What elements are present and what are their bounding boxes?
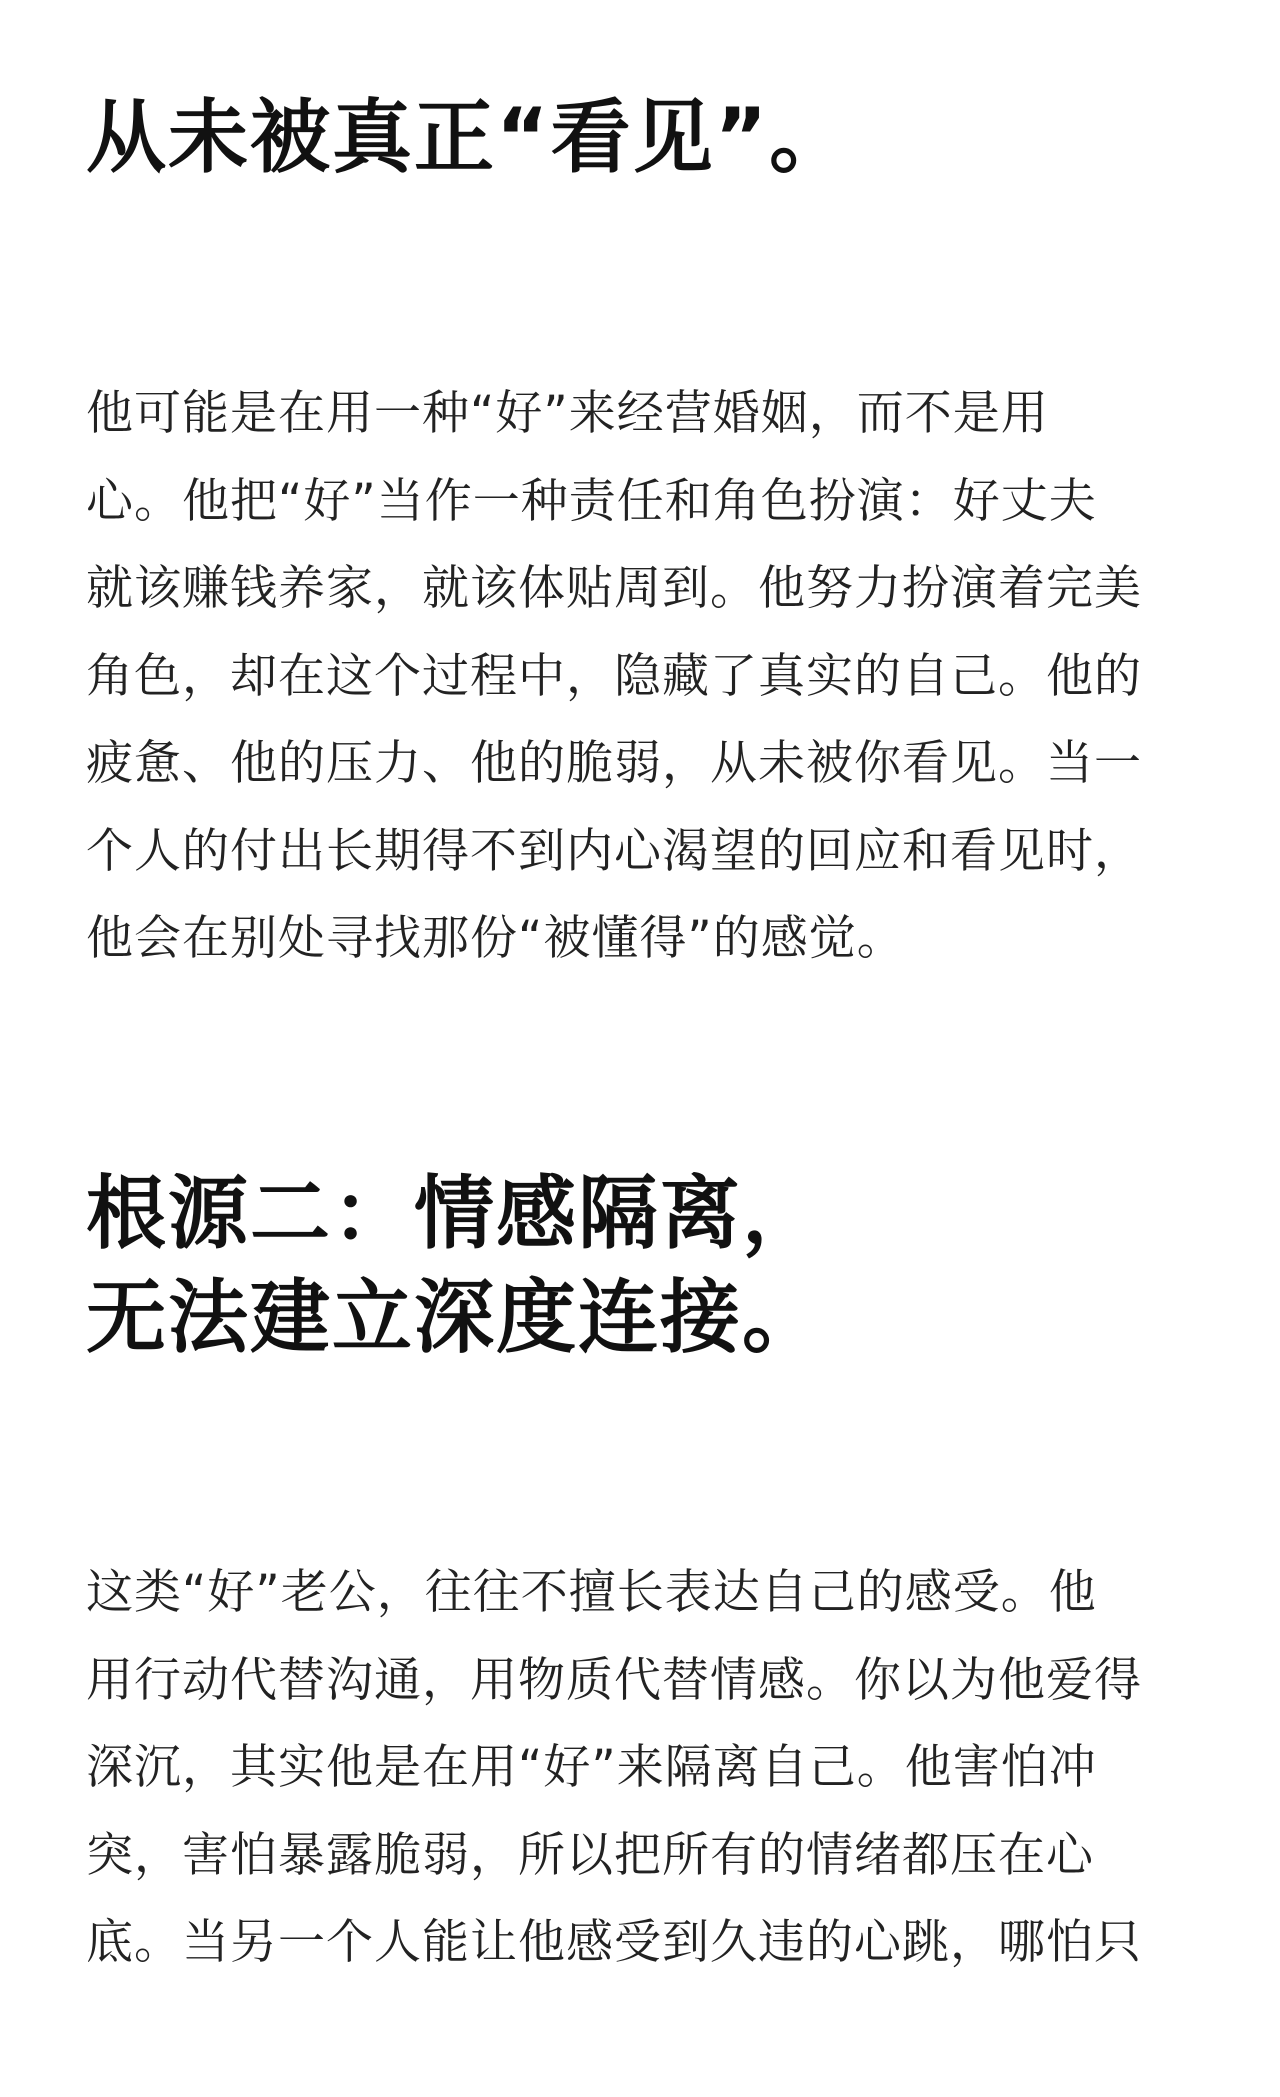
heading-line: 无法建立深度连接。: [86, 1271, 824, 1364]
paragraph-line: 疲惫、他的压力、他的脆弱，从未被你看见。当一: [86, 736, 1142, 791]
paragraph-2: [86, 1549, 1142, 1987]
paragraph-line: 用行动代替沟通，用物质代替情感。你以为他爱得: [86, 1652, 1142, 1708]
paragraph-line: 个人的付出长期得不到内心渴望的回应和看见时，: [86, 823, 1142, 879]
paragraph-line: 他可能是在用一种“好”来经营婚姻，而不是用: [86, 386, 1049, 441]
paragraph-line: 就该赚钱养家，就该体贴周到。他努力扮演着完美: [86, 561, 1142, 616]
paragraph-line: 底。当另一个人能让他感受到久违的心跳，哪怕只: [86, 1915, 1142, 1970]
paragraph-line: 角色，却在这个过程中，隐藏了真实的自己。他的: [86, 648, 1142, 704]
section-heading-2: [86, 1162, 824, 1370]
paragraph-1: [86, 370, 1142, 983]
section-heading-1: [86, 86, 851, 190]
paragraph-line: 心。他把“好”当作一种责任和角色扮演：好丈夫: [86, 473, 1097, 529]
heading-line: 从未被真正“看见”。: [86, 91, 852, 184]
paragraph-line: 他会在别处寻找那份“被懂得”的感觉。: [86, 911, 905, 966]
paragraph-line: 这类“好”老公，往往不擅长表达自己的感受。他: [86, 1565, 1097, 1620]
paragraph-line: 深沉，其实他是在用“好”来隔离自己。他害怕冲: [86, 1740, 1097, 1795]
paragraph-line: 突，害怕暴露脆弱，所以把所有的情绪都压在心: [86, 1827, 1094, 1883]
heading-line: 根源二：情感隔离，: [86, 1167, 824, 1260]
